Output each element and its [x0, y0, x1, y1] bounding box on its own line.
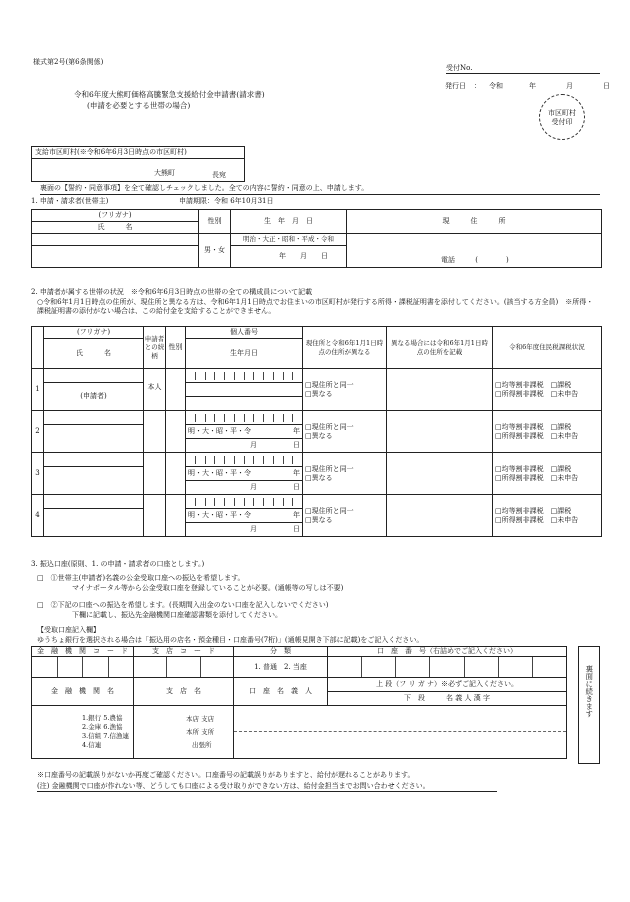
tax-options[interactable]: □均等割非課税 □課税 □所得割非課税 □未申告: [493, 453, 602, 495]
back-side-notice: 裏面に続きます: [578, 646, 600, 764]
issue-date-label: 発行日: [445, 82, 466, 90]
tax-options[interactable]: □均等割非課税 □課税 □所得割非課税 □未申告: [493, 495, 602, 537]
account-number-header: 口 座 番 号（右詰めでご記入ください）: [328, 647, 567, 657]
row-number: 4: [32, 495, 44, 537]
row-number: 3: [32, 453, 44, 495]
prev-address[interactable]: [387, 411, 493, 453]
account-section-title: 【受取口座記入欄】: [37, 626, 100, 634]
bank-code-input[interactable]: [32, 657, 134, 678]
member-relation[interactable]: [144, 411, 166, 453]
holder-furigana-input[interactable]: [234, 706, 566, 732]
option-public-account[interactable]: □ ①世帯主(申請者)名義の公金受取口座への振込を希望します。: [37, 574, 245, 582]
applicant-table: [31, 209, 602, 268]
member-sex[interactable]: [166, 495, 186, 537]
section2-title: 2. 申請者が属する世帯の状況 ※令和6年6月3日時点の世帯の全ての構成員について記載: [31, 288, 313, 296]
household-table: (フリガナ) 申請者との続柄 性別 個人番号 現住所と令和6年1月1日時点の住所が異なる 異なる場合には令和6年1月1日時点の住所を記載 令和6年度住民税課税状況 氏 名 生年月日 1 本人 □現住所と同一 □異なる □均等割非課税 □課税 □所得割非課税 □未申告 (申請者) 2 □現住所と同一 □異なる □均等割非課税 □課税 □所得割非課税 □未申告 明・大・昭・平・令 年 月 日 3 □現住所と同一 □異なる □均等割非課税 □課税 □所得割非課税 □未申告 明・大・昭・平・令 年 月 日 4 □現住所と同一 □異なる □均等割非課税 □課税 □所得割非課税 □未申告 明・大・昭・平・令 年 月 日: [31, 326, 602, 537]
account-check-note: ※口座番号の記載誤りがないか再度ご確認ください。口座番号の記載誤りがありますと、給付が遅れることがあります。: [37, 771, 415, 779]
branch-code-header: 支 店 コ ー ド: [134, 647, 234, 657]
birth-ymd[interactable]: 年 月 日: [231, 246, 347, 268]
member-name[interactable]: [44, 467, 144, 495]
birth-header: 生 年 月 日: [231, 210, 347, 234]
birth-date-applicant[interactable]: [186, 383, 303, 397]
birth-date[interactable]: 明・大・昭・平・令 年: [186, 467, 303, 481]
option-other-account-note: 下欄に記載し、振込先金融機関口座確認書類を添付してください。: [72, 611, 282, 619]
section2-note: ○令和6年1月1日時点の住所が、現住所と異なる方は、令和6年1月1日時点でお住まいの市区町村が発行する所得・課税証明書を添付してください。(該当する方全員) ※所得・課税証明書の添付がない場合は、この給付金を支給することができません。: [37, 298, 594, 315]
bank-code-header: 金 融 機 関 コ ー ド: [32, 647, 134, 657]
option-other-account[interactable]: □ ②下記の口座への振込を希望します。(長期間入出金のない口座を記入しないでください): [37, 601, 329, 609]
addr-same-options[interactable]: □現住所と同一 □異なる: [303, 495, 387, 537]
member-name[interactable]: [44, 425, 144, 453]
row-number: 1: [32, 369, 44, 411]
prev-address[interactable]: [387, 453, 493, 495]
prev-address[interactable]: [387, 495, 493, 537]
member-sex[interactable]: [166, 369, 186, 411]
sex-value[interactable]: 男・女: [199, 234, 231, 268]
bank-account-table: [31, 646, 567, 759]
bank-name-header: 金 融 機 関 名: [32, 678, 134, 706]
branch-name-header: 支 店 名: [134, 678, 234, 706]
application-deadline: 申請期限：令和 6年10月31日: [179, 197, 274, 205]
personal-number-grid[interactable]: [186, 411, 303, 425]
issue-date: 発行日 ： 令和 年 月 日: [445, 82, 610, 90]
holder-kanji-input[interactable]: [234, 732, 566, 758]
personal-number-grid[interactable]: [186, 495, 303, 509]
member-relation[interactable]: [144, 453, 166, 495]
phone-label: 電話: [441, 256, 455, 265]
address-header: 現 住 所: [347, 210, 602, 234]
receipt-no-label: 受付No.: [446, 64, 600, 74]
name-header: 氏 名: [32, 222, 199, 234]
hh-sex-header: 性別: [166, 327, 186, 369]
member-relation[interactable]: [144, 495, 166, 537]
branch-type-options[interactable]: 本店 支店 本所 支所 出張所: [134, 706, 234, 759]
municipality-town: 大熊町: [154, 169, 175, 177]
addr-same-options[interactable]: □現住所と同一 □異なる: [303, 369, 387, 411]
hh-furigana-header: (フリガナ): [44, 327, 144, 339]
address-input[interactable]: [347, 234, 602, 268]
account-type-options[interactable]: 1. 普通 2. 当座: [234, 657, 328, 678]
era-options[interactable]: 明治・大正・昭和・平成・令和: [231, 234, 347, 246]
phone-paren: ( ): [475, 256, 509, 265]
form-subtitle: (申請を必要とする世帯の場合): [87, 101, 191, 110]
section3-title: 3. 振込口座(原則、1. の申請・請求者の口座とします。): [31, 560, 205, 568]
municipality-label: 支給市区町村(※令和6年6月3日時点の市区町村): [32, 147, 244, 159]
addr-same-options[interactable]: □現住所と同一 □異なる: [303, 411, 387, 453]
yucho-note: ゆうちょ銀行を選択される場合は「振込用の店名・預金種目・口座番号(7桁)」(通帳見開き下部に記載)をご記入ください。: [37, 636, 424, 644]
account-holder-input[interactable]: [234, 706, 567, 759]
hh-birth-header: 生年月日: [186, 339, 303, 369]
member-furigana[interactable]: [44, 411, 144, 425]
relation-header: 申請者との続柄: [144, 327, 166, 369]
account-type-header: 分 類: [234, 647, 328, 657]
prev-address[interactable]: [387, 369, 493, 411]
section1-title: 1. 申請・請求者(世帯主): [31, 197, 109, 205]
form-number: 様式第2号(第6条関係): [33, 58, 104, 66]
addr-same-header: 現住所と令和6年1月1日時点の住所が異なる: [303, 327, 387, 369]
name-input[interactable]: [32, 246, 199, 268]
no-account-note: (注) 金融機関で口座が作れない等、どうしても口座による受け取りができない方は、給付金担当までお問い合わせください。: [37, 782, 497, 792]
prev-addr-header: 異なる場合には令和6年1月1日時点の住所を記載: [387, 327, 493, 369]
member-name[interactable]: [44, 509, 144, 537]
member-sex[interactable]: [166, 411, 186, 453]
member-furigana[interactable]: [44, 369, 144, 383]
personal-number-grid[interactable]: [186, 453, 303, 467]
tax-options[interactable]: □均等割非課税 □課税 □所得割非課税 □未申告: [493, 411, 602, 453]
branch-code-input[interactable]: [134, 657, 234, 678]
furigana-header: (フリガナ): [32, 210, 199, 222]
personal-no-header: 個人番号: [186, 327, 303, 339]
addr-same-options[interactable]: □現住所と同一 □異なる: [303, 453, 387, 495]
row-number: 2: [32, 411, 44, 453]
member-sex[interactable]: [166, 453, 186, 495]
municipality-mayor: 長宛: [212, 171, 226, 179]
furigana-row-label: 上 段（フ リ ガ ナ）※必ずご記入ください。: [328, 678, 567, 692]
birth-date-applicant-2[interactable]: [186, 397, 303, 411]
tax-header: 令和6年度住民税課税状況: [493, 327, 602, 369]
holder-name-header: 口 座 名 義 人: [234, 678, 328, 706]
sex-header: 性別: [199, 210, 231, 234]
kanji-row-label: 下 段 名 義 人 漢 字: [328, 692, 567, 706]
birth-date[interactable]: 明・大・昭・平・令 年: [186, 425, 303, 439]
personal-number-grid[interactable]: [186, 369, 303, 383]
member-name[interactable]: (申請者): [44, 383, 144, 411]
furigana-input[interactable]: [32, 234, 199, 246]
reception-stamp-circle: 市区町村 受付印: [539, 94, 585, 140]
account-number-input[interactable]: [328, 657, 567, 678]
tax-options[interactable]: □均等割非課税 □課税 □所得割非課税 □未申告: [493, 369, 602, 411]
applicant-relation: 本人: [144, 369, 166, 411]
option-public-account-note: マイナポータル等から公金受取口座を登録していることが必要。(通帳等の写しは不要): [72, 584, 344, 592]
member-furigana[interactable]: [44, 495, 144, 509]
birth-date[interactable]: 明・大・昭・平・令 年: [186, 509, 303, 523]
consent-statement: 裏面の【誓約・同意事項】を全て確認しチェックしました。全ての内容に誓約・同意の上、申請します。: [40, 184, 600, 195]
member-furigana[interactable]: [44, 453, 144, 467]
hh-name-header: 氏 名: [44, 339, 144, 369]
form-title: 令和6年度大熊町価格高騰緊急支援給付金申請書(請求書): [74, 90, 265, 99]
bank-type-options[interactable]: 1.銀行 5.農協 2.金庫 6.漁協 3.信組 7.信漁連 4.信連: [32, 706, 134, 759]
